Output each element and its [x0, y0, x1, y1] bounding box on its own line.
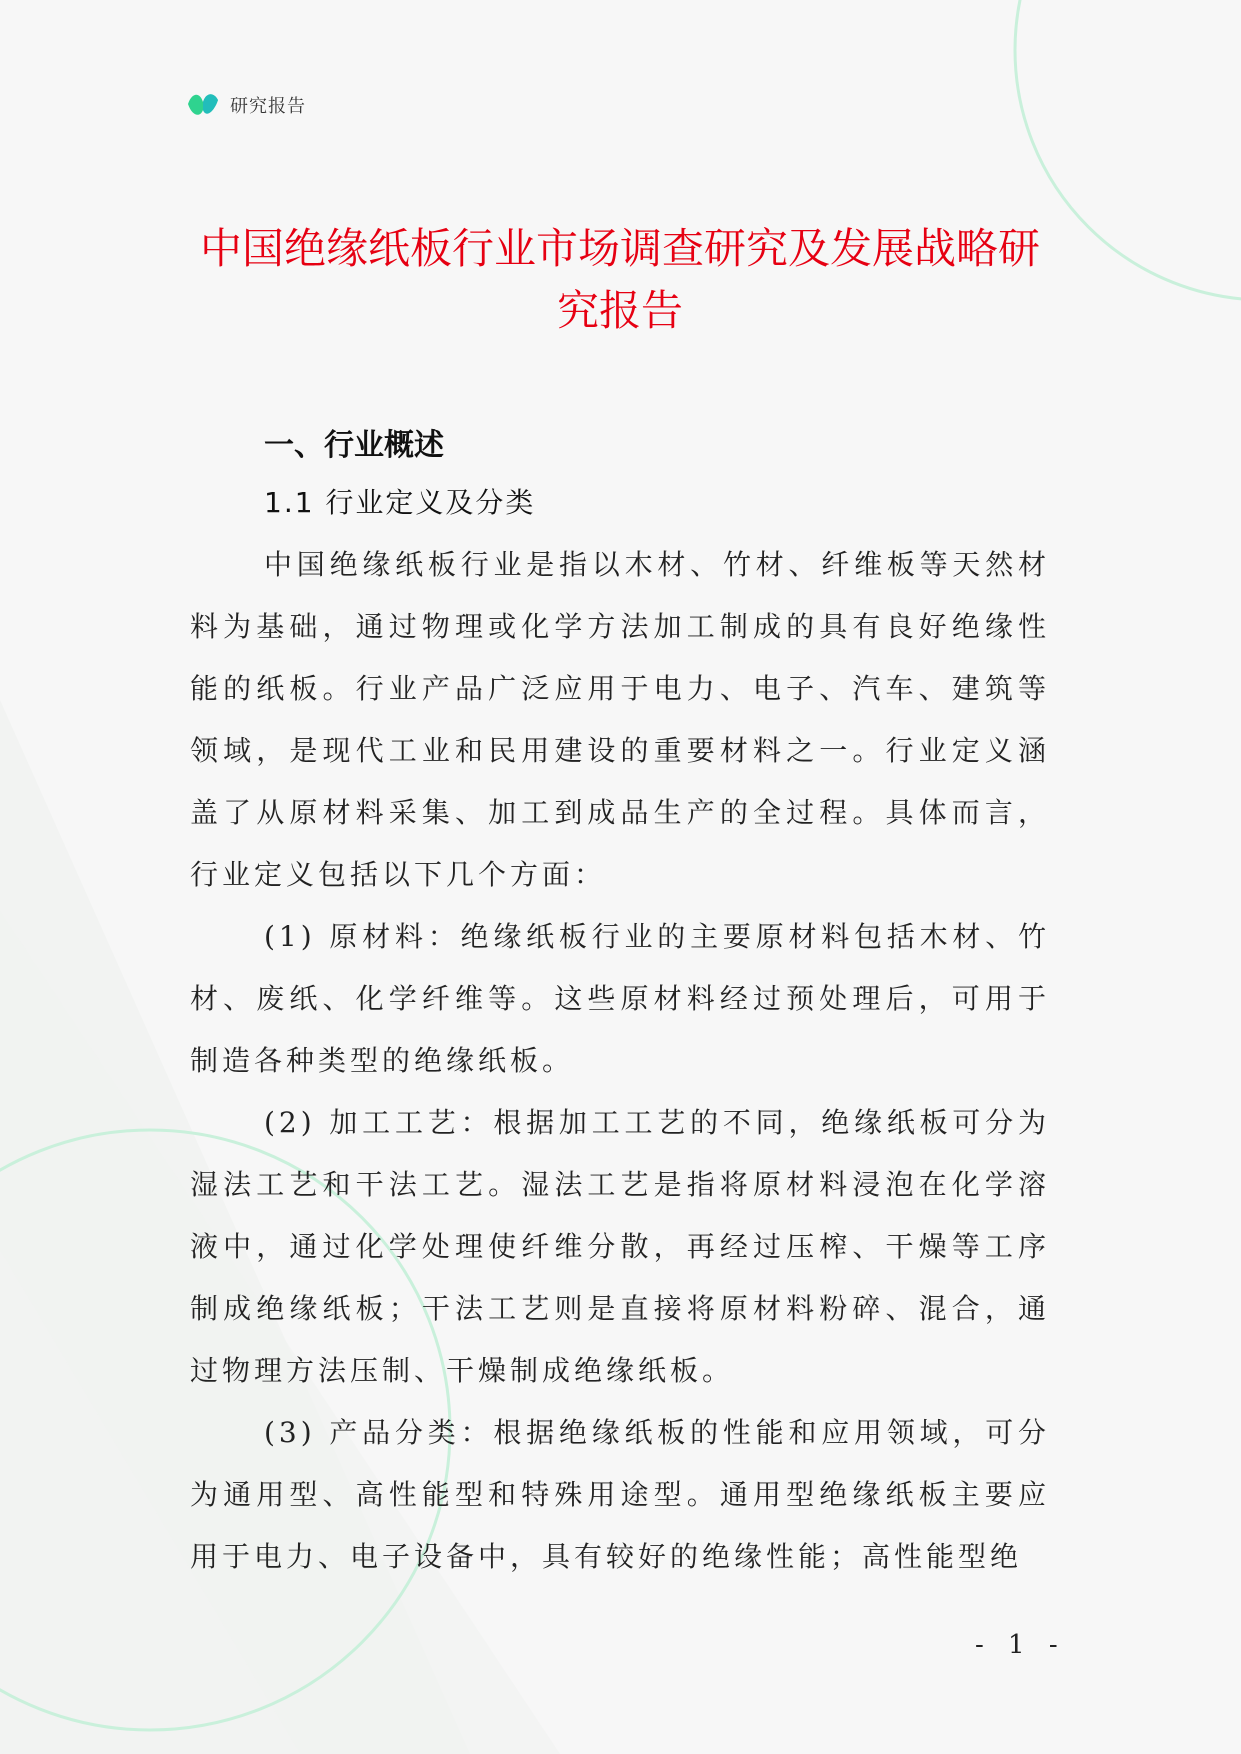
- paragraph-processing: (2) 加工工艺：根据加工工艺的不同，绝缘纸板可分为湿法工艺和干法工艺。湿法工艺是指将原材料浸泡在化学溶液中，通过化学处理使纤维分散，再经过压榨、干燥等工序制成绝缘纸板；干法工艺则是直接将原材料粉碎、混合，通过物理方法压制、干燥制成绝缘纸板。: [190, 1106, 1050, 1387]
- page-number: - 1 -: [975, 1630, 1066, 1660]
- document-body: [190, 472, 1050, 1588]
- section-heading: 一、行业概述: [264, 428, 444, 463]
- paragraph-intro: 中国绝缘纸板行业是指以木材、竹材、纤维板等天然材料为基础，通过物理或化学方法加工制成的具有良好绝缘性能的纸板。行业产品广泛应用于电力、电子、汽车、建筑等领域，是现代工业和民用建设的重要材料之一。行业定义涵盖了从原材料采集、加工到成品生产的全过程。具体而言，行业定义包括以下几个方面：: [190, 548, 1050, 891]
- paragraph-raw-materials: (1) 原材料：绝缘纸板行业的主要原材料包括木材、竹材、废纸、化学纤维等。这些原材料经过预处理后，可用于制造各种类型的绝缘纸板。: [190, 920, 1050, 1077]
- paragraph-classification: (3) 产品分类：根据绝缘纸板的性能和应用领域，可分为通用型、高性能型和特殊用途型。通用型绝缘纸板主要应用于电力、电子设备中，具有较好的绝缘性能；高性能型绝: [190, 1416, 1050, 1573]
- subsection-heading: 1.1 行业定义及分类: [264, 486, 536, 519]
- brand-label: 研究报告: [230, 96, 306, 117]
- document-title: 中国绝缘纸板行业市场调查研究及发展战略研究报告: [199, 224, 1040, 335]
- leaf-logo-icon: [186, 90, 220, 120]
- header-brand: [186, 88, 306, 122]
